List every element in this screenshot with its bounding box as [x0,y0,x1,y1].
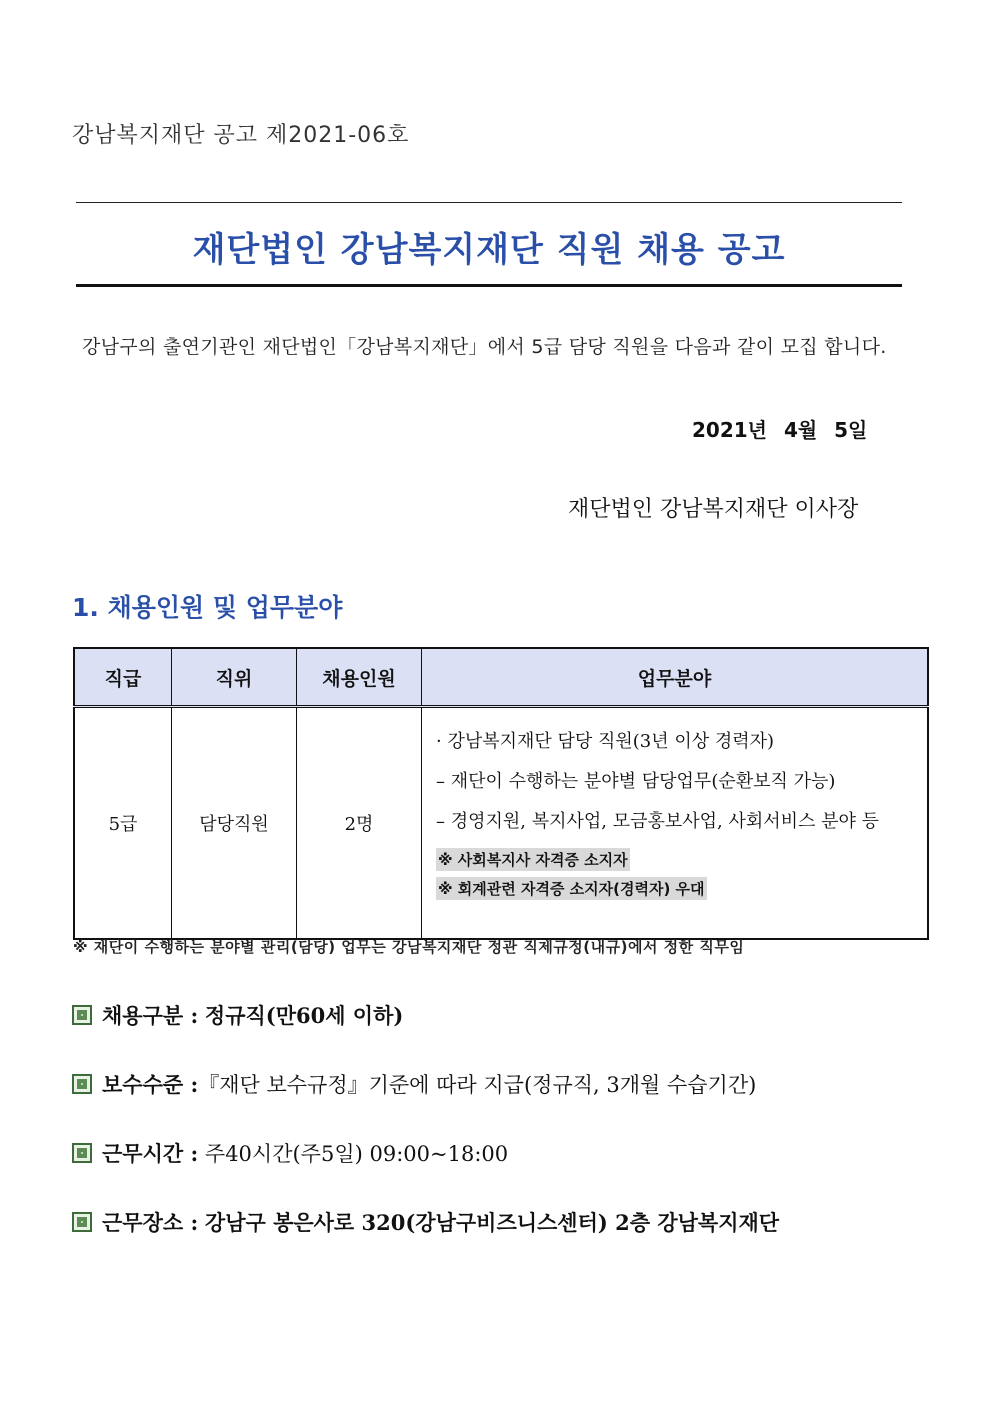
condition-label: 근무시간 : [102,1141,199,1166]
preference-note: ※ 사회복지사 자격증 소지자 [436,848,630,871]
condition-work-location [72,1207,779,1237]
green-square-bullet-icon [72,1212,92,1232]
green-square-bullet-icon [72,1074,92,1094]
condition-label: 보수수준 : [102,1072,199,1097]
column-header-grade: 직급 [74,648,172,707]
column-header-duties: 업무분야 [422,648,929,707]
cell-position: 담당직원 [172,707,297,940]
duty-line: – 경영지원, 복지사업, 모금홍보사업, 사회서비스 분야 등 [436,811,880,832]
condition-label: 채용구분 : [102,1003,199,1028]
condition-value: 주40시간(주5일) 09:00~18:00 [204,1142,509,1166]
condition-value: 강남구 봉은사로 320(강남구비즈니스센터) 2층 강남복지재단 [204,1210,780,1235]
condition-salary [72,1069,756,1099]
condition-value: 정규직(만60세 이하) [204,1003,404,1028]
table-footnote: ※ 재단이 수행하는 분야별 관리(담당) 업무는 강남복지재단 정관 직제규정(내규)에서 정한 직무임 [73,938,745,956]
green-square-bullet-icon [72,1005,92,1025]
duty-line: · 강남복지재단 담당 직원(3년 이상 경력자) [436,731,775,752]
condition-employment-type [72,1000,403,1030]
cell-count: 2명 [297,707,422,940]
table-row [74,707,928,940]
table-header-row [74,648,928,707]
column-header-count: 채용인원 [297,648,422,707]
cell-duties [422,707,929,940]
notice-number: 강남복지재단 공고 제2021-06호 [72,123,410,148]
condition-label: 근무장소 : [102,1210,199,1235]
title-bottom-rule [76,284,902,287]
announcement-date: 2021년 4월 5일 [692,418,868,442]
section-heading: 1. 채용인원 및 업무분야 [72,593,343,622]
cell-grade: 5급 [74,707,172,940]
condition-working-hours [72,1138,508,1168]
condition-value: 『재단 보수규정』기준에 따라 지급(정규직, 3개월 수습기간) [198,1073,757,1097]
issuer: 재단법인 강남복지재단 이사장 [568,497,859,522]
title-top-rule [76,202,902,203]
duty-line: – 재단이 수행하는 분야별 담당업무(순환보직 가능) [436,771,836,792]
page-title: 재단법인 강남복지재단 직원 채용 공고 [192,230,786,270]
column-header-position: 직위 [172,648,297,707]
recruitment-table [73,647,929,940]
preference-note: ※ 회계관련 자격증 소지자(경력자) 우대 [436,877,707,900]
intro-text: 강남구의 출연기관인 재단법인「강남복지재단」에서 5급 담당 직원을 다음과 같이 모집 합니다. [82,336,887,358]
green-square-bullet-icon [72,1143,92,1163]
